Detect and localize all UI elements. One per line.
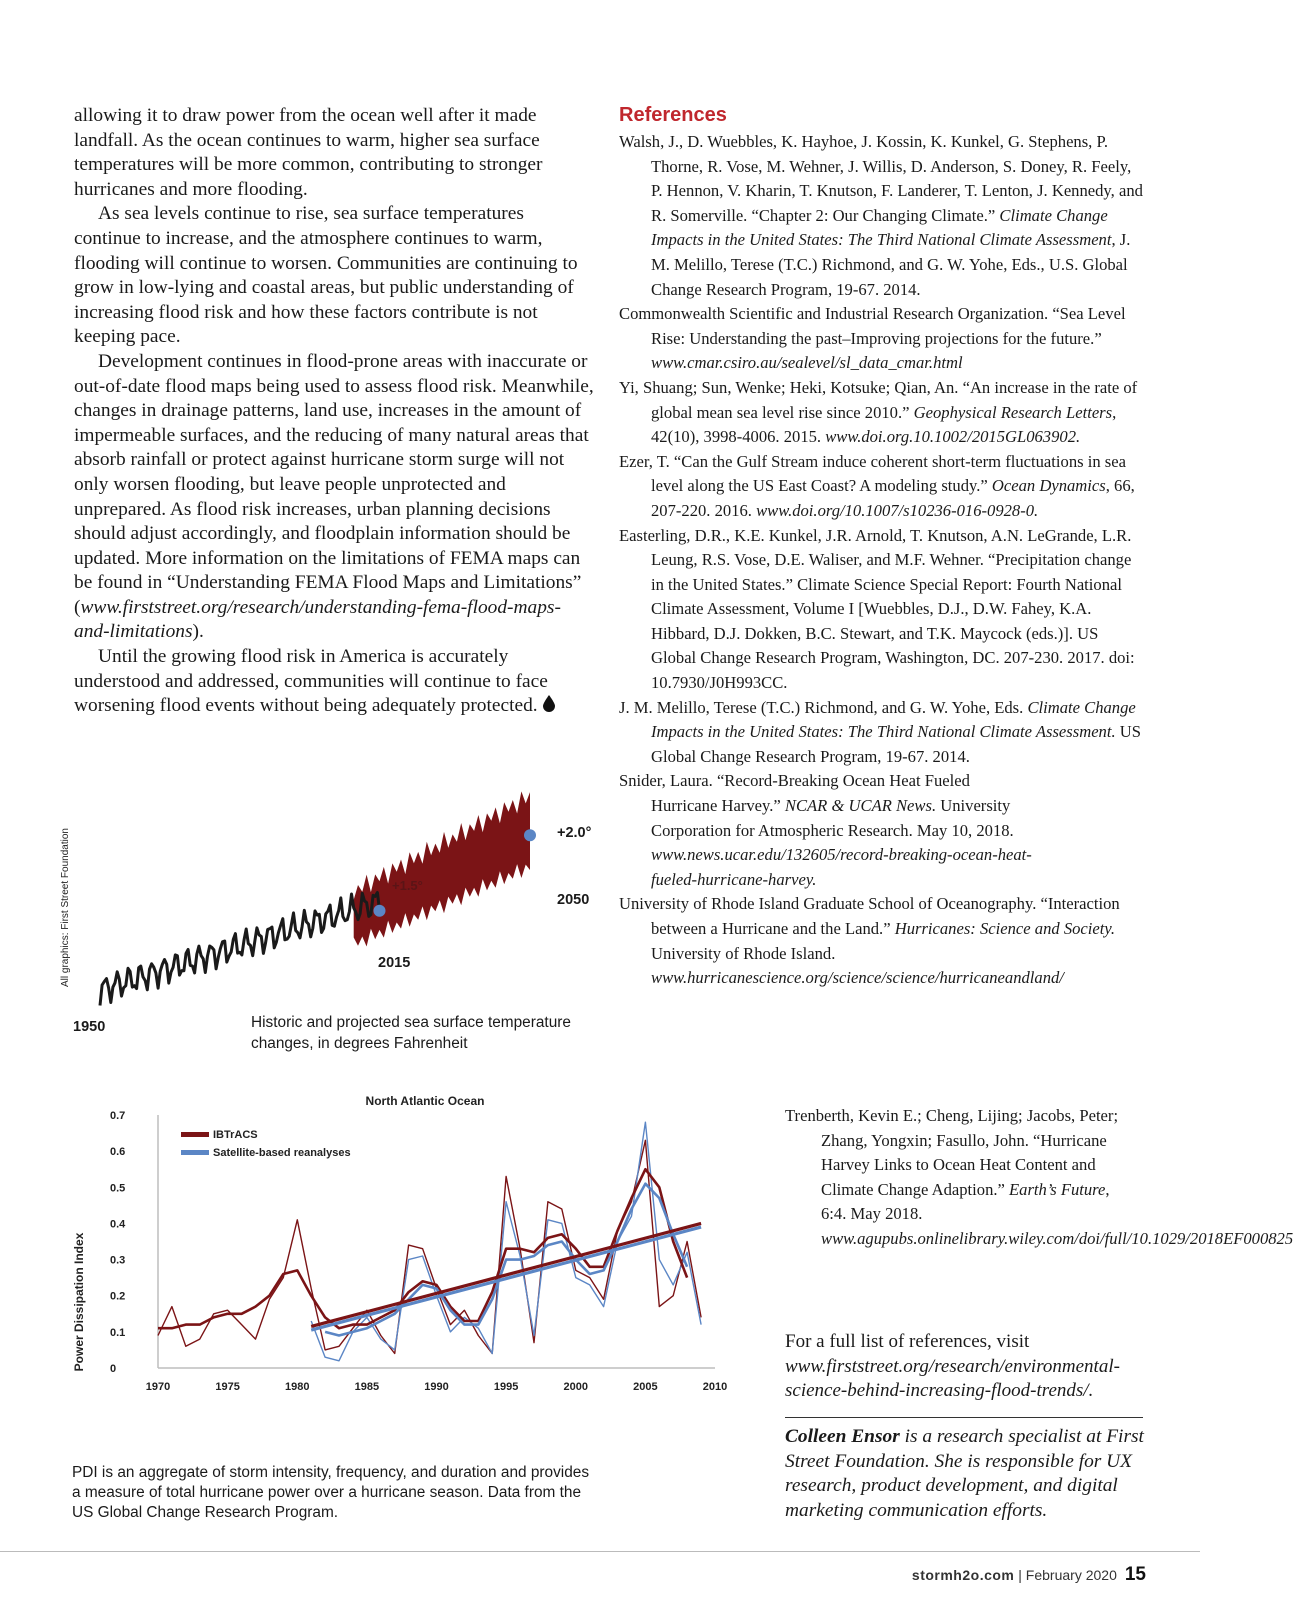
bio-divider xyxy=(785,1417,1143,1418)
footer-site[interactable]: stormh2o.com xyxy=(911,1567,1015,1583)
reference-item: Easterling, D.R., K.E. Kunkel, J.R. Arnold, T. Knutson, A.N. LeGrande, L.R. Leung, R.S. Vose, D.E. Waliser, and M.F. Wehner. “Precipitation change in the United States.” Climate Science Special Report: Fourth National Climate Assessment, Volume I [Wuebbles, D.J., D.W. Fahey, K.A. Hibbard, D.J. Dokken, B.C. Stewart, and T.K. Maycock (eds.)]. US Global Change Research Program, Washington, DC. 207-230. 2017. doi: 10.7930/J0H993CC. xyxy=(619,525,1135,693)
water-drop-icon xyxy=(543,695,555,712)
reference-item: University of Rhode Island Graduate School of Oceanography. “Interaction between a Hurricane and the Land.” Hurricanes: Science and Society. University of Rhode Island. www.hurricanescience.org/science/science/hurricaneandland/ xyxy=(619,894,1120,988)
references-list xyxy=(619,130,1144,991)
series-line xyxy=(158,1140,701,1353)
reference-link[interactable]: www.news.ucar.edu/132605/record-breaking-ocean-heat-fueled-hurricane-harvey. xyxy=(651,845,1032,889)
reference-item: Snider, Laura. “Record-Breaking Ocean Heat Fueled Hurricane Harvey.” NCAR & UCAR News. University Corporation for Atmospheric Research. May 10, 2018. www.news.ucar.edu/132605/record-breaking-ocean-heat-fueled-hurricane-harvey. xyxy=(619,771,1032,889)
reference-link[interactable]: www.hurricanescience.org/science/science/hurricaneandland/ xyxy=(651,968,1064,988)
marker-2050 xyxy=(524,829,536,841)
fema-maps-link[interactable]: www.firststreet.org/research/understanding-fema-flood-maps-and-limitations xyxy=(74,596,561,643)
y-tick-label: 0.4 xyxy=(110,1218,126,1231)
reference-item: Walsh, J., D. Wuebbles, K. Hayhoe, J. Kossin, K. Kunkel, G. Stephens, P. Thorne, R. Vose, M. Wehner, J. Willis, D. Anderson, S. Doney, R. Feely, P. Hennon, V. Kharin, T. Knutson, F. Landerer, T. Lenton, J. Kennedy, and R. Somerville. “Chapter 2: Our Changing Climate.” Climate Change Impacts in the United States: The Third National Climate Assessment, J. M. Melillo, Terese (T.C.) Richmond, and G. W. Yohe, Eds., U.S. Global Change Research Program, 19-67. 2014. xyxy=(619,132,1143,299)
sea-temp-chart xyxy=(70,790,600,1050)
x-tick-label: 1980 xyxy=(285,1381,310,1393)
trend-line xyxy=(311,1223,701,1326)
reference-item: Ezer, T. “Can the Gulf Stream induce coherent short-term fluctuations in sea level along the US East Coast? A modeling study.” Ocean Dynamics, 66, 207-220. 2016. www.doi.org/10.1007/s10236-016-0928-0. xyxy=(619,451,1135,520)
y-tick-label: 0.1 xyxy=(110,1326,126,1339)
references-heading: References xyxy=(619,104,727,126)
article-body xyxy=(74,104,594,719)
reference-link[interactable]: www.doi.org/10.1007/s10236-016-0928-0. xyxy=(756,500,1039,520)
graphics-credit: All graphics: First Street Foundation xyxy=(60,828,71,987)
author-name: Colleen Ensor xyxy=(785,1426,900,1447)
sea-temp-caption: Historic and projected sea surface temperature changes, in degrees Fahrenheit xyxy=(251,1014,571,1052)
reference-item: Trenberth, Kevin E.; Cheng, Lijing; Jacobs, Peter; Zhang, Yongxin; Fasullo, John. “Hurricane Harvey Links to Ocean Heat Content and Climate Change Adaption.” Earth’s Future, 6:4. May 2018. www.agupubs.onlinelibrary.wiley.com/doi/full/10.1029/2018EF000825 xyxy=(785,1106,1293,1248)
x-tick-label: 1990 xyxy=(424,1381,449,1393)
legend-swatch-satellite xyxy=(181,1150,209,1155)
pdi-y-ticks xyxy=(110,1110,126,1375)
author-bio: Colleen Ensor is a research specialist at First Street Foundation. She is responsible for UX research, product development, and digital marketing communication efforts. xyxy=(785,1426,1144,1521)
x-tick-label: 1975 xyxy=(215,1381,240,1393)
y-tick-label: 0.3 xyxy=(110,1254,126,1267)
paragraph-4 xyxy=(74,645,594,719)
full-references-note: For a full list of references, visit www.firststreet.org/research/environmental-science-behind-increasing-flood-trends/. xyxy=(785,1331,1120,1402)
full-references-link[interactable]: www.firststreet.org/research/environmental-science-behind-increasing-flood-trends/. xyxy=(785,1355,1120,1402)
projection-band xyxy=(354,791,530,946)
label-mid-value: +1.5° xyxy=(392,878,423,893)
reference-item: Yi, Shuang; Sun, Wenke; Heki, Kotsuke; Qian, An. “An increase in the rate of global mean sea level rise since 2010.” Geophysical Research Letters, 42(10), 3998-4006. 2015. www.doi.org.10.1002/2015GL063902. xyxy=(619,377,1138,447)
y-tick-label: 0 xyxy=(110,1363,117,1375)
paragraph-3-end: ). xyxy=(192,621,204,643)
y-tick-label: 0.2 xyxy=(110,1290,126,1303)
paragraph-2: As sea levels continue to rise, sea surface temperatures continue to increase, and the atmosphere continues to warm, flooding will continue to worsen. Communities are continuing to grow in low-lying and coastal areas, but public understanding of increasing flood risk and how these factors contribute is not keeping pace. xyxy=(74,203,578,348)
references-list-continued xyxy=(785,1104,1293,1252)
label-mid-year: 2015 xyxy=(378,955,411,971)
pdi-x-ticks xyxy=(146,1381,727,1393)
reference-link[interactable]: www.doi.org.10.1002/2015GL063902. xyxy=(825,427,1081,447)
pdi-caption: PDI is an aggregate of storm intensity, frequency, and duration and provides a measure of total hurricane power over a hurricane season. Data from the US Global Change Research Program. xyxy=(72,1464,590,1521)
pdi-chart-title: North Atlantic Ocean xyxy=(365,1094,485,1108)
x-tick-label: 1995 xyxy=(493,1381,519,1393)
y-tick-label: 0.6 xyxy=(110,1146,126,1159)
legend-swatch-ibtracs xyxy=(181,1132,209,1137)
page-footer: stormh2o.com | February 2020 15 xyxy=(911,1564,1146,1585)
pdi-chart xyxy=(70,1090,770,1455)
paragraph-1: allowing it to draw power from the ocean well after it made landfall. As the ocean continues to warm, higher sea surface temperatures will be more common, contributing to stronger hurricanes and more flooding. xyxy=(74,105,543,200)
trend-line xyxy=(311,1227,701,1330)
pdi-legend xyxy=(181,1129,351,1159)
label-end-year: 2050 xyxy=(557,892,590,908)
label-start-year: 1950 xyxy=(73,1019,106,1035)
historic-temp-line xyxy=(100,893,380,1006)
pdi-y-axis-label: Power Dissipation Index xyxy=(72,1232,86,1372)
legend-label-ibtracs: IBTrACS xyxy=(213,1129,258,1141)
reference-item: J. M. Melillo, Terese (T.C.) Richmond, and G. W. Yohe, Eds. Climate Change Impacts in the United States: The Third National Climate Assessment. US Global Change Research Program, 19-67. 2014. xyxy=(619,697,1141,766)
reference-link[interactable]: www.cmar.csiro.au/sealevel/sl_data_cmar.html xyxy=(651,353,963,373)
x-tick-label: 1970 xyxy=(145,1381,171,1393)
marker-2015 xyxy=(374,905,386,917)
reference-item: Commonwealth Scientific and Industrial Research Organization. “Sea Level Rise: Understanding the past–Improving projections for the future.” www.cmar.csiro.au/sealevel/sl_data_cmar.html xyxy=(619,304,1126,373)
footer-date: February 2020 xyxy=(1025,1567,1117,1583)
page-number: 15 xyxy=(1124,1564,1146,1585)
paragraph-3-text: Development continues in flood-prone areas with inaccurate or out-of-date flood maps being used to assess flood risk. Meanwhile, changes in drainage patterns, land use, increases in the amount of impermeable surfaces, and the reducing of many natural areas that absorb rainfall or protect against hurricane storm surge will not only worsen flooding, but leave people unprotected and unprepared. As flood risk increases, urban planning decisions should adjust accordingly, and floodplain information should be updated. More information on the limitations of FEMA maps can be found in “Understanding FEMA Flood Maps and Limitations” ( xyxy=(74,350,594,618)
legend-label-satellite: Satellite-based reanalyses xyxy=(213,1147,351,1159)
reference-link[interactable]: www.agupubs.onlinelibrary.wiley.com/doi/full/10.1029/2018EF000825 xyxy=(821,1228,1293,1248)
paragraph-3 xyxy=(74,350,594,645)
paragraph-4-text: Until the growing flood risk in America is accurately understood and addressed, communities will continue to face worsening flood events without being adequately protected. xyxy=(74,646,548,717)
x-tick-label: 1985 xyxy=(354,1381,380,1393)
y-tick-label: 0.5 xyxy=(110,1182,126,1195)
y-tick-label: 0.7 xyxy=(110,1110,126,1122)
x-tick-label: 2010 xyxy=(702,1381,728,1393)
x-tick-label: 2005 xyxy=(633,1381,658,1393)
footer-divider xyxy=(0,1551,1200,1552)
x-tick-label: 2000 xyxy=(563,1381,588,1393)
label-end-value: +2.0° xyxy=(557,825,592,841)
